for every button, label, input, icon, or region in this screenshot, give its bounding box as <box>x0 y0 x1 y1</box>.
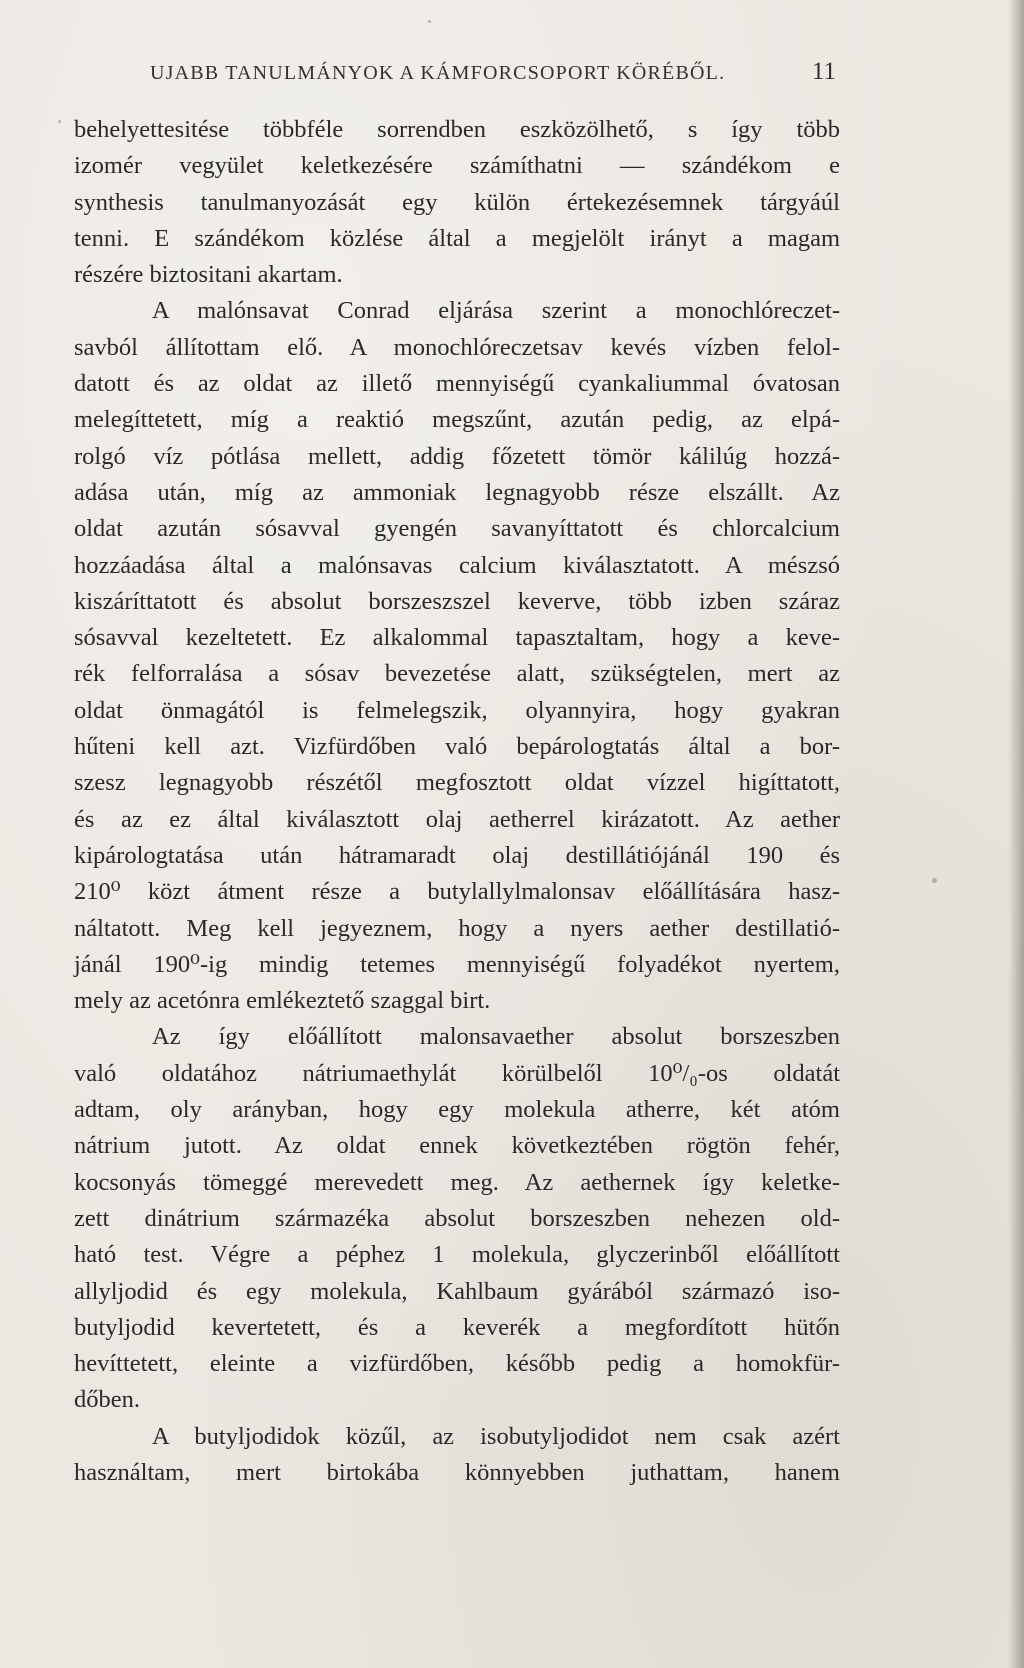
text-line: részére biztositani akartam. <box>74 261 343 289</box>
text-line: oldat önmagától is felmelegszik, olyannyira, hogy gyakran <box>74 696 840 724</box>
text-line: hevíttetett, eleinte a vizfürdőben, később pedig a homokfür- <box>74 1350 840 1378</box>
text-line: nátrium jutott. Az oldat ennek következtében rögtön fehér, <box>74 1132 840 1160</box>
text-line: oldat azután sósavval gyengén savanyíttatott és chlorcalcium <box>74 515 840 543</box>
text-line: ható test. Végre a péphez 1 molekula, glyczerinből előállított <box>74 1241 840 1269</box>
text-line: hűteni kell azt. Vizfürdőben való bepárologtatás által a bor- <box>74 733 840 761</box>
paper-speck <box>932 878 937 883</box>
paper-speck <box>428 20 431 23</box>
text-line: behelyettesitése többféle sorrendben eszközölhető, s így több <box>74 116 840 143</box>
text-line: Az így előállított malonsavaether absolut borszeszben <box>152 1023 840 1051</box>
text-line: izomér vegyület keletkezésére számíthatni — szándékom e <box>74 152 840 180</box>
text-line: melegíttetett, míg a reaktió megszűnt, azután pedig, az elpá- <box>74 406 840 434</box>
text-line: jánál 190⁰-ig mindig tetemes mennyiségű folyadékot nyertem, <box>74 950 840 978</box>
text-line: allyljodid és egy molekula, Kahlbaum gyárából származó iso- <box>74 1277 840 1305</box>
running-title: UJABB TANULMÁNYOK A KÁMFORCSOPORT KÖRÉBŐL. <box>150 62 726 84</box>
text-line: datott és az oldat az illető mennyiségű cyankaliummal óvatosan <box>74 370 840 398</box>
text-line: használtam, mert birtokába könnyebben juthattam, hanem <box>74 1458 840 1486</box>
text-line: adtam, oly arányban, hogy egy molekula atherre, két atóm <box>74 1096 840 1124</box>
text-line: tenni. E szándékom közlése által a megjelölt irányt a magam <box>74 224 840 252</box>
text-line: mely az acetónra emlékeztető szaggal birt. <box>74 987 491 1015</box>
page-number: 11 <box>811 58 836 85</box>
paper-speck <box>58 120 61 123</box>
text-line: sósavval kezeltetett. Ez alkalommal tapasztaltam, hogy a keve- <box>74 624 840 652</box>
text-line: dőben. <box>74 1386 140 1414</box>
text-line: butyljodid kevertetett, és a keverék a megfordított hütőn <box>74 1313 840 1341</box>
text-line: szesz legnagyobb részétől megfosztott oldat vízzel higíttatott, <box>74 769 840 797</box>
running-head <box>150 58 836 88</box>
text-line: synthesis tanulmanyozását egy külön értekezésemnek tárgyáúl <box>74 188 840 216</box>
text-line: és az ez által kiválasztott olaj aetherrel kirázatott. Az aether <box>74 805 840 833</box>
text-line: A butyljodidok közűl, az isobutyljodidot nem csak azért <box>152 1422 840 1450</box>
body-text <box>74 112 840 1491</box>
text-line: adása után, míg az ammoniak legnagyobb része elszállt. Az <box>74 478 840 506</box>
text-line: kipárologtatása után hátramaradt olaj destillátiójánál 190 és <box>74 841 840 869</box>
text-line: 210⁰ közt átment része a butylallylmalonsav előállítására hasz- <box>74 878 840 906</box>
text-line: rolgó víz pótlása mellett, addig főzetett tömör kálilúg hozzá- <box>74 442 840 470</box>
text-line: hozzáadása által a malónsavas calcium kiválasztatott. A mészsó <box>74 551 840 579</box>
text-line: A malónsavat Conrad eljárása szerint a monochlóreczet- <box>152 297 840 325</box>
text-line: náltatott. Meg kell jegyeznem, hogy a nyers aether destillatió- <box>74 914 840 942</box>
text-line: való oldatához nátriumaethylát körülbelől 10⁰/₀-os oldatát <box>74 1059 840 1087</box>
text-line: zett dinátrium származéka absolut borszeszben nehezen old- <box>74 1204 840 1232</box>
text-line: rék felforralása a sósav bevezetése alatt, szükségtelen, mert az <box>74 660 840 688</box>
text-line: kocsonyás tömeggé merevedett meg. Az aethernek így keletke- <box>74 1168 840 1196</box>
text-line: kiszáríttatott és absolut borszeszszel keverve, több izben száraz <box>74 587 840 615</box>
text-line: savból állítottam elő. A monochlóreczetsav kevés vízben felol- <box>74 333 840 361</box>
